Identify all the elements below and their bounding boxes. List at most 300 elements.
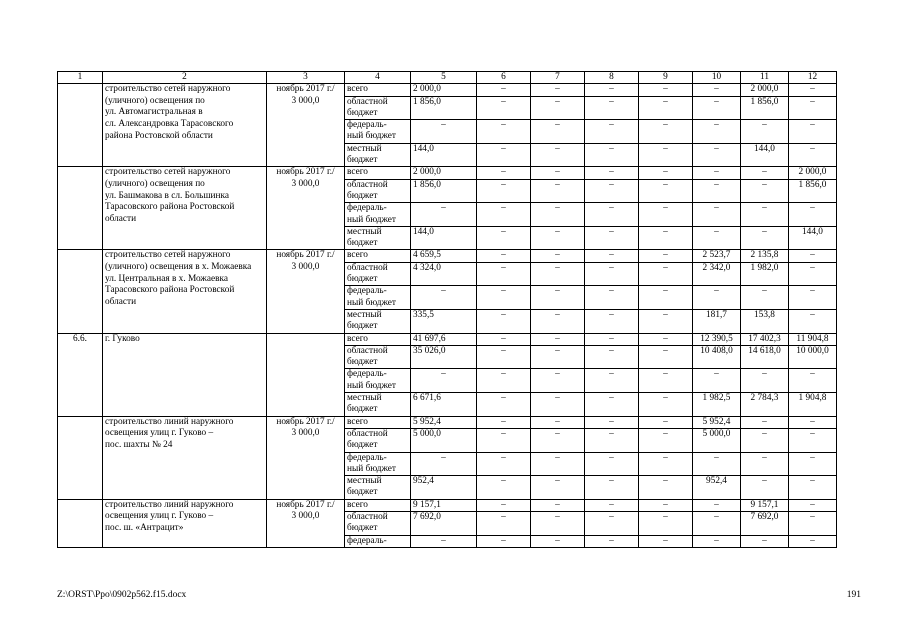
- amount-cell: –: [477, 226, 531, 250]
- amount-cell: –: [585, 143, 639, 167]
- amount-cell: –: [585, 120, 639, 144]
- amount-cell: –: [693, 369, 741, 393]
- object-name-line: (уличного) освещения по: [105, 178, 205, 189]
- amount-cell: –: [531, 428, 585, 452]
- amount-cell: –: [639, 476, 693, 500]
- amount-cell: –: [789, 84, 837, 96]
- amount-cell: 952,4: [693, 476, 741, 500]
- amount-cell: –: [585, 511, 639, 535]
- amount-cell: 5 952,4: [693, 416, 741, 428]
- object-name-line: сл. Александровка Тарасовского: [105, 119, 234, 130]
- funding-source: [345, 143, 411, 167]
- amount-cell: –: [741, 120, 789, 144]
- amount-cell: –: [585, 535, 639, 547]
- amount-cell: –: [789, 535, 837, 547]
- amount-cell: –: [411, 203, 477, 227]
- amount-cell: –: [531, 84, 585, 96]
- header-cell: 5: [411, 72, 477, 84]
- header-cell: 9: [639, 72, 693, 84]
- object-name-line: пос. ш. «Антрацит»: [105, 522, 184, 533]
- amount-cell: –: [789, 416, 837, 428]
- amount-cell: –: [531, 250, 585, 262]
- amount-cell: 7 692,0: [741, 511, 789, 535]
- funding-source-line: бюджет: [347, 274, 378, 285]
- amount-cell: 12 390,5: [693, 333, 741, 345]
- amount-cell: 41 697,6: [411, 333, 477, 345]
- amount-cell: –: [639, 96, 693, 120]
- amount-cell: –: [693, 511, 741, 535]
- amount-cell: –: [531, 511, 585, 535]
- amount-cell: –: [639, 535, 693, 547]
- funding-source-line: местный: [347, 309, 382, 320]
- funding-source-line: областной: [347, 179, 388, 190]
- funding-source: [345, 286, 411, 310]
- amount-cell: –: [639, 226, 693, 250]
- amount-cell: –: [531, 203, 585, 227]
- amount-cell: –: [789, 428, 837, 452]
- funding-source-line: бюджет: [347, 107, 378, 118]
- funding-source-line: ный бюджет: [347, 131, 396, 142]
- amount-cell: 10 000,0: [789, 345, 837, 369]
- amount-cell: 2 000,0: [789, 167, 837, 179]
- funding-source-line: областной: [347, 96, 388, 107]
- funding-source-line: федераль-: [347, 535, 387, 546]
- budget-table: [57, 71, 837, 548]
- amount-cell: –: [639, 167, 693, 179]
- amount-cell: –: [585, 179, 639, 203]
- object-name: [103, 250, 267, 333]
- term-capacity: [267, 333, 345, 416]
- amount-cell: –: [531, 120, 585, 144]
- amount-cell: –: [639, 452, 693, 476]
- table-row: [58, 84, 837, 96]
- amount-cell: –: [585, 499, 639, 511]
- funding-source-line: всего: [347, 333, 368, 344]
- amount-cell: –: [531, 143, 585, 167]
- funding-source-line: всего: [347, 499, 368, 510]
- table-row: [58, 499, 837, 511]
- funding-source-line: бюджет: [347, 190, 378, 201]
- funding-source: [345, 393, 411, 417]
- amount-cell: –: [639, 120, 693, 144]
- header-cell: 12: [789, 72, 837, 84]
- amount-cell: –: [585, 428, 639, 452]
- amount-cell: –: [639, 369, 693, 393]
- funding-source-line: местный: [347, 226, 382, 237]
- amount-cell: –: [477, 143, 531, 167]
- item-number: [58, 84, 103, 167]
- amount-cell: –: [477, 511, 531, 535]
- amount-cell: –: [477, 286, 531, 310]
- amount-cell: –: [789, 369, 837, 393]
- amount-cell: –: [585, 345, 639, 369]
- object-name-line: района Ростовской области: [105, 130, 213, 141]
- amount-cell: –: [477, 250, 531, 262]
- amount-cell: 144,0: [411, 226, 477, 250]
- funding-source: [345, 309, 411, 333]
- table-row: [58, 167, 837, 179]
- amount-cell: 14 618,0: [741, 345, 789, 369]
- funding-source: [345, 120, 411, 144]
- amount-cell: –: [741, 286, 789, 310]
- amount-cell: –: [531, 96, 585, 120]
- amount-cell: –: [639, 203, 693, 227]
- amount-cell: 144,0: [411, 143, 477, 167]
- item-number: [58, 250, 103, 333]
- object-name-line: ул. Башмакова в сл. Большинка: [105, 190, 229, 201]
- term-line: ноябрь 2017 г./: [276, 167, 335, 178]
- funding-source-line: федераль-: [347, 120, 387, 131]
- funding-source-line: ный бюджет: [347, 297, 396, 308]
- funding-source: [345, 535, 411, 547]
- amount-cell: 1 982,0: [741, 262, 789, 286]
- amount-cell: –: [531, 476, 585, 500]
- amount-cell: –: [693, 286, 741, 310]
- amount-cell: –: [741, 452, 789, 476]
- object-name-line: строительство линий наружного: [105, 416, 234, 427]
- amount-cell: –: [639, 416, 693, 428]
- header-cell: 10: [693, 72, 741, 84]
- amount-cell: –: [531, 309, 585, 333]
- term-line: ноябрь 2017 г./: [276, 416, 335, 427]
- amount-cell: –: [477, 120, 531, 144]
- amount-cell: –: [477, 203, 531, 227]
- amount-cell: 7 692,0: [411, 511, 477, 535]
- amount-cell: –: [585, 250, 639, 262]
- amount-cell: –: [585, 369, 639, 393]
- funding-source: [345, 262, 411, 286]
- funding-source: [345, 250, 411, 262]
- funding-source-line: местный: [347, 393, 382, 404]
- amount-cell: –: [531, 452, 585, 476]
- amount-cell: 1 856,0: [741, 96, 789, 120]
- amount-cell: –: [693, 226, 741, 250]
- funding-source-line: федераль-: [347, 286, 387, 297]
- header-cell: 4: [345, 72, 411, 84]
- object-name-line: Тарасовского района Ростовской: [105, 285, 235, 296]
- amount-cell: –: [477, 476, 531, 500]
- funding-source: [345, 84, 411, 96]
- amount-cell: –: [789, 262, 837, 286]
- amount-cell: –: [477, 393, 531, 417]
- object-name-line: строительство линий наружного: [105, 499, 234, 510]
- amount-cell: –: [789, 286, 837, 310]
- amount-cell: 181,7: [693, 309, 741, 333]
- object-name: [103, 84, 267, 167]
- amount-cell: –: [741, 179, 789, 203]
- object-name-line: строительство сетей наружного: [105, 84, 231, 95]
- amount-cell: –: [531, 226, 585, 250]
- amount-cell: –: [789, 203, 837, 227]
- funding-source: [345, 428, 411, 452]
- amount-cell: –: [639, 250, 693, 262]
- amount-cell: –: [639, 499, 693, 511]
- funding-source: [345, 167, 411, 179]
- funding-source-line: всего: [347, 167, 368, 178]
- object-name: [103, 333, 267, 416]
- amount-cell: –: [531, 333, 585, 345]
- amount-cell: –: [639, 179, 693, 203]
- funding-source-line: всего: [347, 250, 368, 261]
- amount-cell: 6 671,6: [411, 393, 477, 417]
- amount-cell: –: [693, 179, 741, 203]
- funding-source-line: местный: [347, 143, 382, 154]
- amount-cell: –: [741, 167, 789, 179]
- amount-cell: –: [639, 143, 693, 167]
- object-name: [103, 499, 267, 547]
- term-capacity: [267, 250, 345, 333]
- amount-cell: –: [693, 203, 741, 227]
- amount-cell: –: [693, 535, 741, 547]
- amount-cell: 17 402,3: [741, 333, 789, 345]
- funding-source-line: ный бюджет: [347, 214, 396, 225]
- funding-source-line: областной: [347, 345, 388, 356]
- amount-cell: –: [741, 416, 789, 428]
- amount-cell: –: [585, 476, 639, 500]
- amount-cell: –: [789, 120, 837, 144]
- object-name-line: освещения улиц г. Гуково –: [105, 428, 214, 439]
- funding-source: [345, 416, 411, 428]
- amount-cell: –: [693, 452, 741, 476]
- item-number: 6.6.: [58, 333, 103, 416]
- amount-cell: –: [789, 476, 837, 500]
- object-name-line: области: [105, 213, 137, 224]
- amount-cell: –: [531, 499, 585, 511]
- amount-cell: –: [789, 452, 837, 476]
- amount-cell: –: [693, 96, 741, 120]
- object-name-line: Тарасовского района Ростовской: [105, 202, 235, 213]
- amount-cell: 5 952,4: [411, 416, 477, 428]
- funding-source: [345, 452, 411, 476]
- amount-cell: –: [585, 226, 639, 250]
- amount-cell: 5 000,0: [411, 428, 477, 452]
- funding-source: [345, 333, 411, 345]
- amount-cell: 144,0: [741, 143, 789, 167]
- term-capacity: [267, 416, 345, 499]
- amount-cell: –: [741, 369, 789, 393]
- amount-cell: –: [693, 84, 741, 96]
- amount-cell: 1 856,0: [411, 179, 477, 203]
- amount-cell: –: [531, 262, 585, 286]
- amount-cell: –: [693, 499, 741, 511]
- amount-cell: 2 784,3: [741, 393, 789, 417]
- object-name-line: пос. шахты № 24: [105, 439, 173, 450]
- term-line: 3 000,0: [291, 427, 320, 438]
- funding-source-line: ный бюджет: [347, 463, 396, 474]
- amount-cell: 1 856,0: [789, 179, 837, 203]
- amount-cell: –: [411, 535, 477, 547]
- table-row: [58, 333, 837, 345]
- amount-cell: –: [477, 428, 531, 452]
- header-cell: 2: [103, 72, 267, 84]
- amount-cell: 5 000,0: [693, 428, 741, 452]
- term-line: ноябрь 2017 г./: [276, 499, 335, 510]
- amount-cell: 2 000,0: [411, 167, 477, 179]
- amount-cell: –: [639, 428, 693, 452]
- object-name-line: области: [105, 296, 137, 307]
- item-number: [58, 167, 103, 250]
- funding-source-line: областной: [347, 262, 388, 273]
- term-line: ноябрь 2017 г./: [276, 250, 335, 261]
- amount-cell: –: [693, 143, 741, 167]
- amount-cell: –: [639, 309, 693, 333]
- term-capacity: [267, 167, 345, 250]
- amount-cell: –: [585, 286, 639, 310]
- amount-cell: –: [531, 393, 585, 417]
- amount-cell: –: [741, 476, 789, 500]
- column-number-row: [58, 72, 837, 84]
- amount-cell: –: [477, 96, 531, 120]
- funding-source-line: бюджет: [347, 487, 378, 498]
- header-cell: 3: [267, 72, 345, 84]
- term-line: 3 000,0: [291, 95, 320, 106]
- amount-cell: 2 000,0: [411, 84, 477, 96]
- funding-source-line: бюджет: [347, 357, 378, 368]
- funding-source: [345, 476, 411, 500]
- amount-cell: –: [693, 167, 741, 179]
- amount-cell: –: [789, 143, 837, 167]
- funding-source: [345, 499, 411, 511]
- amount-cell: 2 523,7: [693, 250, 741, 262]
- amount-cell: –: [477, 535, 531, 547]
- amount-cell: 144,0: [789, 226, 837, 250]
- amount-cell: –: [789, 499, 837, 511]
- amount-cell: –: [477, 345, 531, 369]
- amount-cell: 4 659,5: [411, 250, 477, 262]
- amount-cell: –: [531, 167, 585, 179]
- amount-cell: –: [477, 416, 531, 428]
- amount-cell: –: [477, 309, 531, 333]
- header-cell: 8: [585, 72, 639, 84]
- funding-source: [345, 345, 411, 369]
- term-line: ноябрь 2017 г./: [276, 84, 335, 95]
- object-name: [103, 167, 267, 250]
- funding-source-line: федераль-: [347, 369, 387, 380]
- funding-source-line: федераль-: [347, 452, 387, 463]
- header-cell: 1: [58, 72, 103, 84]
- amount-cell: –: [477, 84, 531, 96]
- term-line: 3 000,0: [291, 261, 320, 272]
- amount-cell: –: [693, 120, 741, 144]
- amount-cell: –: [531, 369, 585, 393]
- amount-cell: –: [477, 262, 531, 286]
- amount-cell: –: [477, 179, 531, 203]
- amount-cell: 2 000,0: [741, 84, 789, 96]
- amount-cell: –: [639, 345, 693, 369]
- amount-cell: –: [639, 262, 693, 286]
- funding-source: [345, 369, 411, 393]
- amount-cell: 1 856,0: [411, 96, 477, 120]
- amount-cell: –: [585, 393, 639, 417]
- amount-cell: –: [411, 452, 477, 476]
- term-capacity: [267, 499, 345, 547]
- funding-source-line: бюджет: [347, 155, 378, 166]
- object-name-line: ул. Центральная в х. Можаевка: [105, 273, 228, 284]
- amount-cell: 35 026,0: [411, 345, 477, 369]
- funding-source: [345, 96, 411, 120]
- funding-source-line: бюджет: [347, 238, 378, 249]
- amount-cell: –: [789, 96, 837, 120]
- object-name-line: (уличного) освещения по: [105, 95, 205, 106]
- amount-cell: –: [741, 226, 789, 250]
- amount-cell: –: [789, 511, 837, 535]
- amount-cell: –: [531, 179, 585, 203]
- amount-cell: –: [585, 203, 639, 227]
- amount-cell: 1 904,8: [789, 393, 837, 417]
- amount-cell: –: [477, 369, 531, 393]
- amount-cell: 11 904,8: [789, 333, 837, 345]
- amount-cell: 2 342,0: [693, 262, 741, 286]
- table-body: [58, 72, 837, 548]
- item-number: [58, 499, 103, 547]
- funding-source-line: бюджет: [347, 321, 378, 332]
- page-number: 191: [846, 590, 861, 600]
- term-line: 3 000,0: [291, 510, 320, 521]
- amount-cell: –: [639, 393, 693, 417]
- amount-cell: –: [411, 286, 477, 310]
- amount-cell: –: [585, 416, 639, 428]
- term-line: 3 000,0: [291, 178, 320, 189]
- amount-cell: 952,4: [411, 476, 477, 500]
- file-path: Z:\ORST\Ppo\0902p562.f15.docx: [57, 590, 187, 600]
- amount-cell: –: [477, 333, 531, 345]
- amount-cell: –: [477, 452, 531, 476]
- amount-cell: 10 408,0: [693, 345, 741, 369]
- term-capacity: [267, 84, 345, 167]
- header-cell: 11: [741, 72, 789, 84]
- amount-cell: –: [639, 84, 693, 96]
- amount-cell: –: [741, 535, 789, 547]
- amount-cell: –: [585, 262, 639, 286]
- funding-source-line: федераль-: [347, 203, 387, 214]
- amount-cell: 2 135,8: [741, 250, 789, 262]
- amount-cell: –: [531, 286, 585, 310]
- funding-source-line: бюджет: [347, 404, 378, 415]
- amount-cell: 335,5: [411, 309, 477, 333]
- amount-cell: 9 157,1: [411, 499, 477, 511]
- amount-cell: –: [411, 120, 477, 144]
- funding-source-line: бюджет: [347, 440, 378, 451]
- amount-cell: –: [531, 535, 585, 547]
- object-name-line: (уличного) освещения в х. Можаевка: [105, 262, 252, 273]
- funding-source: [345, 511, 411, 535]
- header-cell: 6: [477, 72, 531, 84]
- header-cell: 7: [531, 72, 585, 84]
- table-row: [58, 250, 837, 262]
- amount-cell: –: [531, 345, 585, 369]
- amount-cell: –: [741, 428, 789, 452]
- object-name-line: г. Гуково: [105, 333, 140, 344]
- amount-cell: –: [411, 369, 477, 393]
- funding-source: [345, 226, 411, 250]
- amount-cell: –: [639, 286, 693, 310]
- funding-source-line: бюджет: [347, 523, 378, 534]
- amount-cell: –: [789, 309, 837, 333]
- amount-cell: –: [585, 309, 639, 333]
- amount-cell: –: [585, 333, 639, 345]
- item-number: [58, 416, 103, 499]
- amount-cell: 9 157,1: [741, 499, 789, 511]
- amount-cell: –: [639, 333, 693, 345]
- object-name-line: ул. Автомагистральная в: [105, 107, 203, 118]
- object-name-line: освещения улиц г. Гуково –: [105, 511, 214, 522]
- funding-source-line: ный бюджет: [347, 380, 396, 391]
- amount-cell: 1 982,5: [693, 393, 741, 417]
- object-name-line: строительство сетей наружного: [105, 250, 231, 261]
- amount-cell: –: [639, 511, 693, 535]
- funding-source: [345, 203, 411, 227]
- funding-source: [345, 179, 411, 203]
